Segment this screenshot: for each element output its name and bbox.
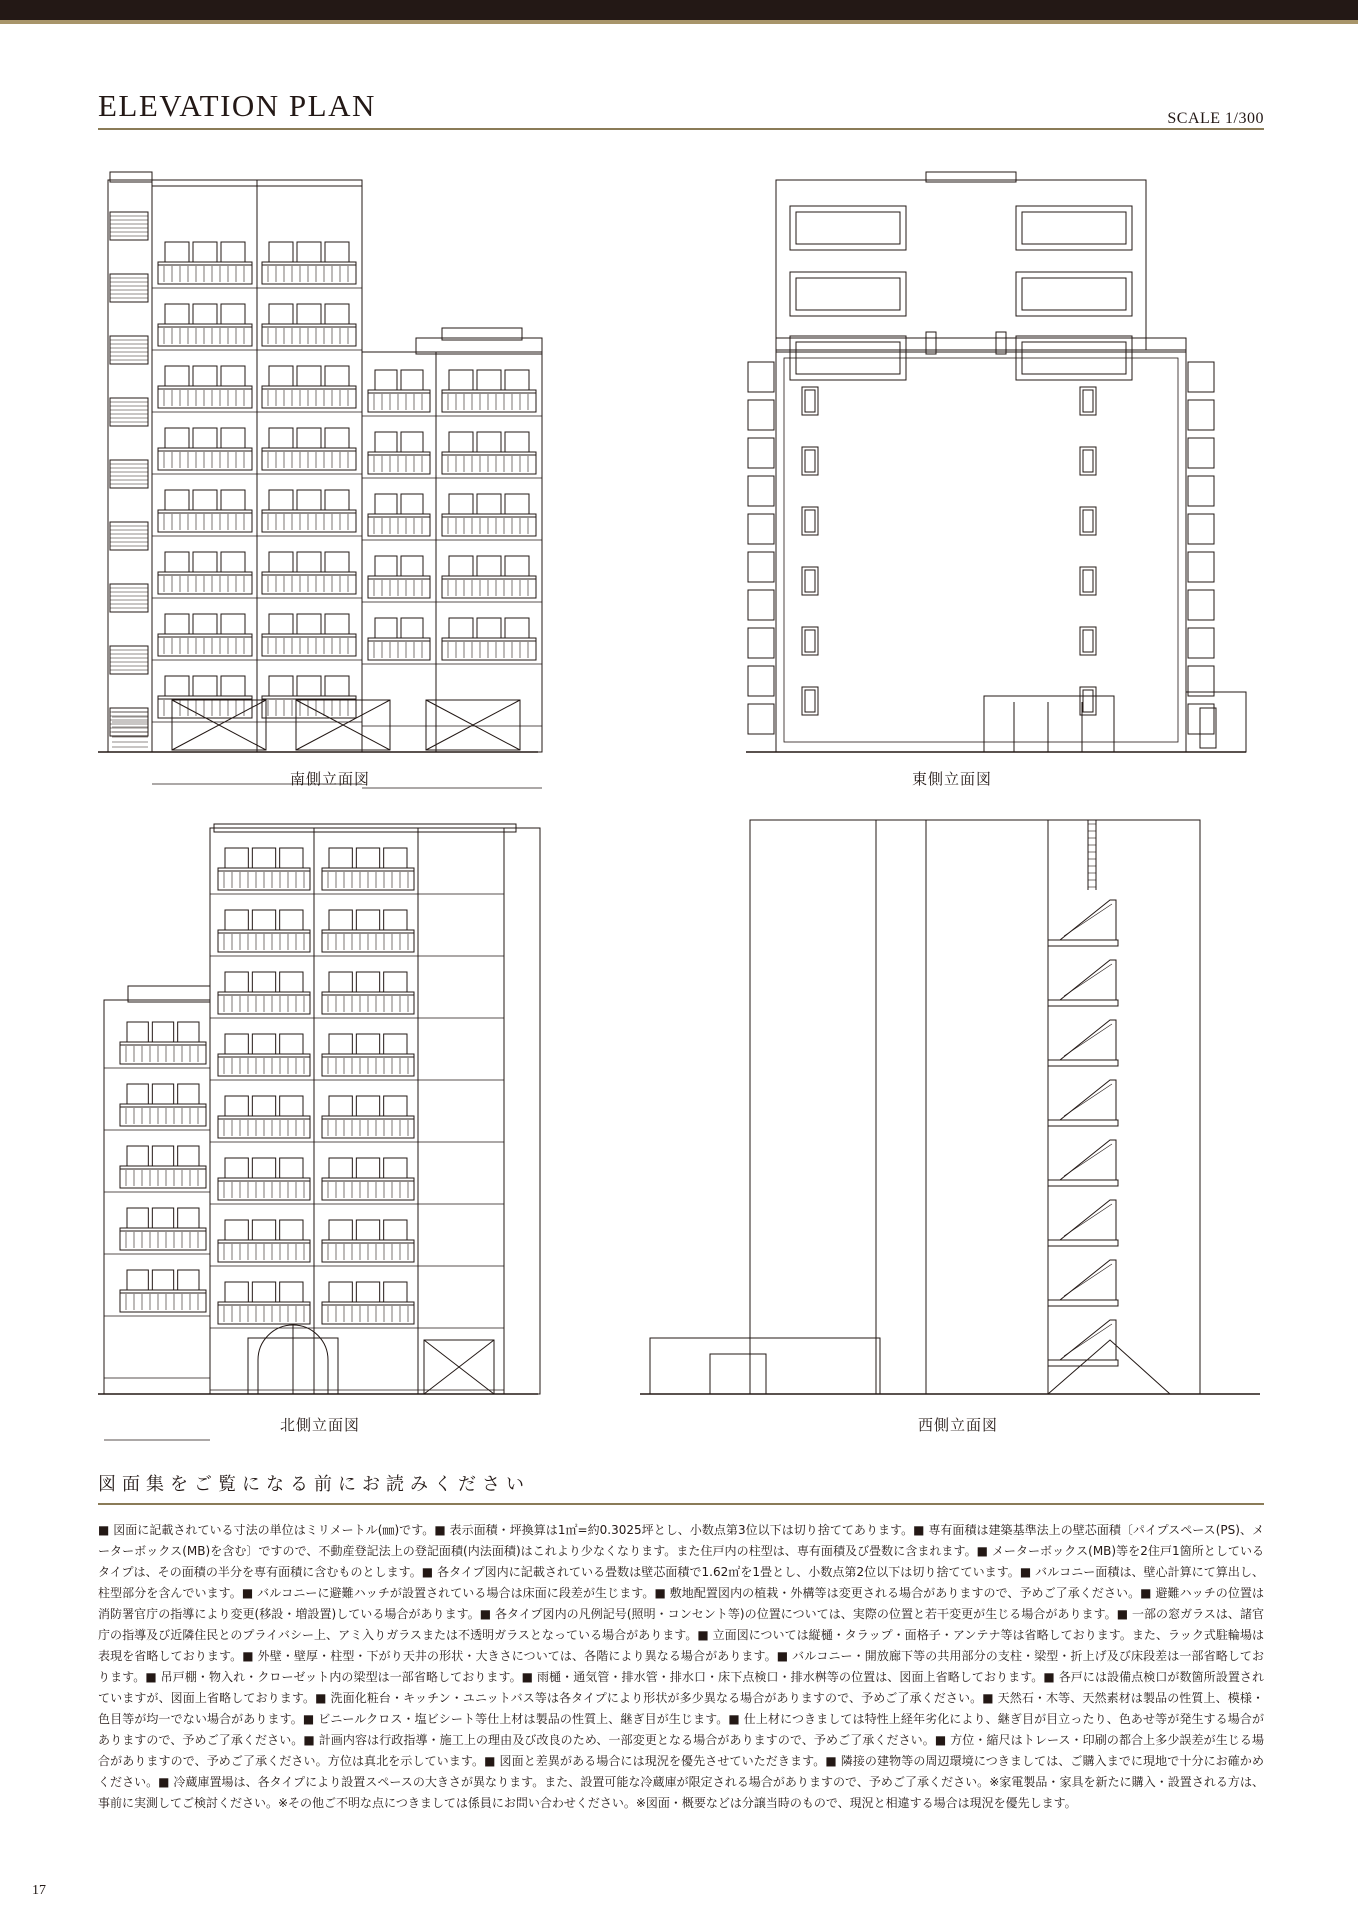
balcony-window: [165, 428, 189, 448]
balcony-window: [165, 490, 189, 510]
balcony-window: [356, 1034, 379, 1054]
small-window-right: [1080, 507, 1096, 535]
side-louver-left: [748, 476, 774, 506]
balcony-window: [356, 848, 379, 868]
neighbor-door: [710, 1354, 766, 1394]
balcony-window: [225, 910, 248, 930]
stair-core: [504, 828, 540, 1394]
stair-tread: [1070, 1288, 1076, 1292]
stair-tread: [1064, 992, 1070, 996]
balcony-window: [477, 494, 501, 514]
small-window-pane: [805, 450, 815, 472]
balcony-window: [225, 1158, 248, 1178]
stair-tread: [1106, 1324, 1112, 1328]
balcony-window: [178, 1270, 199, 1290]
balcony-window: [225, 972, 248, 992]
stair-tread: [1106, 1084, 1112, 1088]
balcony-window: [477, 556, 501, 576]
stair-tread: [1070, 1108, 1076, 1112]
upper-window-right: [1016, 272, 1132, 316]
balcony-window: [297, 552, 321, 572]
balcony-window: [280, 972, 303, 992]
stair-tread: [1070, 1048, 1076, 1052]
balcony-window: [505, 494, 529, 514]
balcony-window: [221, 614, 245, 634]
balcony-window: [477, 370, 501, 390]
stair-tread: [1106, 1204, 1112, 1208]
balcony-window: [152, 1146, 173, 1166]
upper-window-pane: [796, 278, 900, 310]
balcony-window: [325, 428, 349, 448]
balcony-window: [329, 848, 352, 868]
balcony-window: [225, 1096, 248, 1116]
side-louver-right: [1188, 552, 1214, 582]
stair-tread: [1064, 932, 1070, 936]
balcony-window: [505, 618, 529, 638]
balcony-window: [356, 1220, 379, 1240]
small-window: [926, 332, 936, 354]
upper-window-left: [790, 272, 906, 316]
south-elevation-drawing: [98, 172, 553, 758]
balcony-window: [297, 304, 321, 324]
balcony-window: [505, 370, 529, 390]
balcony-window: [152, 1084, 173, 1104]
upper-window-pane: [1022, 278, 1126, 310]
top-band-accent: [0, 20, 1358, 24]
balcony-window: [178, 1084, 199, 1104]
side-louver-left: [748, 362, 774, 392]
balcony-window: [252, 972, 275, 992]
balcony-window: [329, 1034, 352, 1054]
balcony-window: [225, 1282, 248, 1302]
balcony-window: [297, 428, 321, 448]
balcony-window: [329, 1282, 352, 1302]
balcony-window: [193, 428, 217, 448]
stair-tread: [1100, 1028, 1106, 1032]
balcony-window: [356, 1158, 379, 1178]
balcony-window: [165, 304, 189, 324]
entrance-frame: [984, 696, 1114, 752]
balcony-window: [252, 1220, 275, 1240]
balcony-window: [252, 1282, 275, 1302]
balcony-window: [505, 432, 529, 452]
balcony-window: [329, 1096, 352, 1116]
balcony-window: [127, 1022, 148, 1042]
tall-block: [210, 828, 540, 1394]
small-window-left: [802, 387, 818, 415]
balcony-window: [384, 848, 407, 868]
neighbor-building: [650, 1338, 880, 1394]
side-louver-left: [748, 628, 774, 658]
balcony-window: [127, 1270, 148, 1290]
balcony-window: [127, 1208, 148, 1228]
upper-window-right: [1016, 206, 1132, 250]
balcony-window: [325, 552, 349, 572]
stair-tread: [1106, 1024, 1112, 1028]
balcony-window: [152, 1208, 173, 1228]
balcony-window: [252, 910, 275, 930]
small-window-pane: [1083, 570, 1093, 592]
balcony-window: [221, 676, 245, 696]
balcony-window: [193, 304, 217, 324]
balcony-window: [193, 242, 217, 262]
balcony-window: [269, 614, 293, 634]
stair-tread: [1100, 1088, 1106, 1092]
balcony-window: [325, 490, 349, 510]
stair-tread: [1070, 1348, 1076, 1352]
small-window-left: [802, 687, 818, 715]
balcony-window: [297, 676, 321, 696]
balcony-window: [152, 1270, 173, 1290]
balcony-window: [401, 494, 423, 514]
page-title: ELEVATION PLAN: [98, 88, 376, 123]
stair-tread: [1100, 1148, 1106, 1152]
stair-tread: [1100, 968, 1106, 972]
side-louver-left: [748, 552, 774, 582]
balcony-window: [375, 618, 397, 638]
stair-tread: [1100, 908, 1106, 912]
stair-landing: [1048, 1120, 1118, 1126]
stair-tread: [1064, 1112, 1070, 1116]
upper-window-pane: [796, 212, 900, 244]
side-louver-right: [1188, 628, 1214, 658]
balcony-window: [269, 490, 293, 510]
balcony-window: [384, 1096, 407, 1116]
balcony-window: [193, 676, 217, 696]
stair-tread: [1106, 1264, 1112, 1268]
balcony-window: [178, 1022, 199, 1042]
upper-window-left: [790, 206, 906, 250]
balcony-window: [269, 242, 293, 262]
small-window: [996, 332, 1006, 354]
small-window-pane: [1083, 510, 1093, 532]
balcony-window: [221, 242, 245, 262]
side-louver-right: [1188, 400, 1214, 430]
balcony-window: [193, 366, 217, 386]
stair-tread: [1064, 1172, 1070, 1176]
east-elevation-caption: 東側立面図: [911, 770, 992, 788]
balcony-window: [325, 304, 349, 324]
balcony-window: [375, 370, 397, 390]
balcony-window: [280, 1158, 303, 1178]
balcony-window: [325, 242, 349, 262]
balcony-window: [127, 1146, 148, 1166]
side-louver-left: [748, 666, 774, 696]
balcony-window: [269, 366, 293, 386]
small-window-left: [802, 507, 818, 535]
side-louver-right: [1188, 362, 1214, 392]
balcony-window: [401, 432, 423, 452]
stair-tread: [1064, 1232, 1070, 1236]
balcony-window: [269, 428, 293, 448]
balcony-window: [297, 614, 321, 634]
balcony-window: [221, 366, 245, 386]
balcony-window: [165, 366, 189, 386]
side-louver-right: [1188, 476, 1214, 506]
balcony-window: [225, 848, 248, 868]
balcony-window: [449, 370, 473, 390]
balcony-window: [297, 242, 321, 262]
main-wall: [750, 820, 1200, 1394]
balcony-window: [193, 552, 217, 572]
small-window-pane: [805, 630, 815, 652]
top-band: [0, 0, 1358, 20]
balcony-window: [325, 676, 349, 696]
balcony-window: [252, 1034, 275, 1054]
balcony-window: [221, 428, 245, 448]
side-louver-right: [1188, 590, 1214, 620]
small-window-pane: [805, 510, 815, 532]
balcony-window: [384, 1282, 407, 1302]
balcony-window: [384, 1158, 407, 1178]
small-window-pane: [1083, 630, 1093, 652]
stair-landing: [1048, 1180, 1118, 1186]
stair-tread: [1070, 1168, 1076, 1172]
balcony-window: [193, 490, 217, 510]
balcony-window: [280, 1282, 303, 1302]
balcony-window: [221, 304, 245, 324]
stair-landing: [1048, 1240, 1118, 1246]
balcony-window: [269, 676, 293, 696]
header-rule: [98, 128, 1264, 130]
lower-wall: [784, 358, 1178, 742]
small-window-right: [1080, 627, 1096, 655]
stair-tread: [1100, 1268, 1106, 1272]
stair-tread: [1106, 964, 1112, 968]
balcony-window: [449, 618, 473, 638]
south-elevation-caption: 南側立面図: [289, 770, 370, 788]
balcony-window: [325, 366, 349, 386]
balcony-window: [401, 618, 423, 638]
balcony-window: [269, 304, 293, 324]
balcony-window: [449, 494, 473, 514]
balcony-window: [384, 910, 407, 930]
balcony-window: [225, 1034, 248, 1054]
balcony-window: [252, 848, 275, 868]
balcony-window: [225, 1220, 248, 1240]
north-elevation-caption: 北側立面図: [279, 1416, 360, 1434]
balcony-window: [384, 972, 407, 992]
stair-landing: [1048, 1060, 1118, 1066]
balcony-window: [152, 1022, 173, 1042]
balcony-window: [449, 432, 473, 452]
balcony-window: [356, 972, 379, 992]
west-elevation-drawing: [640, 820, 1260, 1400]
small-window-pane: [1083, 390, 1093, 412]
balcony-window: [449, 556, 473, 576]
balcony-window: [401, 370, 423, 390]
balcony-window: [297, 490, 321, 510]
balcony-window: [280, 1220, 303, 1240]
balcony-window: [221, 490, 245, 510]
side-louver-right: [1188, 514, 1214, 544]
small-window-pane: [805, 690, 815, 712]
balcony-window: [356, 1096, 379, 1116]
balcony-window: [165, 552, 189, 572]
small-window-left: [802, 627, 818, 655]
balcony-window: [401, 556, 423, 576]
east-elevation-drawing: [746, 172, 1256, 758]
side-louver-right: [1188, 438, 1214, 468]
stair-tread: [1106, 1144, 1112, 1148]
balcony-window: [375, 494, 397, 514]
page-number: 17: [32, 1883, 46, 1898]
balcony-window: [280, 848, 303, 868]
balcony-window: [280, 1096, 303, 1116]
balcony-window: [221, 552, 245, 572]
balcony-window: [193, 614, 217, 634]
balcony-window: [356, 910, 379, 930]
stair-tread: [1070, 928, 1076, 932]
balcony-window: [127, 1084, 148, 1104]
balcony-window: [375, 432, 397, 452]
west-elevation-caption: 西側立面図: [917, 1416, 998, 1434]
lower-block: [776, 350, 1186, 752]
stair-tread: [1106, 904, 1112, 908]
balcony-window: [165, 676, 189, 696]
balcony-window: [329, 910, 352, 930]
balcony-window: [165, 614, 189, 634]
notes-heading: 図面集をご覧になる前にお読みください: [98, 1474, 530, 1495]
small-window-left: [802, 567, 818, 595]
side-louver-left: [748, 438, 774, 468]
balcony-window: [252, 1158, 275, 1178]
balcony-window: [280, 910, 303, 930]
stair-tread: [1064, 1292, 1070, 1296]
small-window-pane: [805, 570, 815, 592]
notes-rule: [98, 1503, 1264, 1505]
balcony-window: [280, 1034, 303, 1054]
balcony-window: [384, 1034, 407, 1054]
north-elevation-drawing: [98, 820, 553, 1400]
balcony-window: [325, 614, 349, 634]
notes-body: ■ 図面に記載されている寸法の単位はミリメートル(㎜)です。■ 表示面積・坪換算は1㎡=約0.3025坪とし、小数点第3位以下は切り捨ててあります。■ 専有面積は建築基準法上の壁芯面積〔パイプスペース(PS)、メーターボックス(MB)を含む〕ですので、不動産登記法上の登記面積(内法面積)はこれより少なくなります。また住戸内の柱型は、専有面積及び畳数に含まれます。■ メーターボックス(MB)等を2住戸1箇所としているタイプは、その面積の半分を専有面積に含むものとします。■ 各タイプ図内に記載されている畳数は壁芯面積で1.62㎡を1畳とし、小数点第2位以下は切り捨てています。■ バルコニー面積は、壁心計算にて算出し、柱型部分を含んでいます。■ バルコニーに避難ハッチが設置されている場合は床面に段差が生じます。■ 敷地配置図内の植栽・外構等は変更される場合がありますので、予めご了承ください。■ 避難ハッチの位置は消防署官庁の指導により変更(移設・増設置)している場合があります。■ 各タイプ図内の凡例記号(照明・コンセント等)の位置については、実際の位置と若干変更が生じる場合があります。■ 一部の窓ガラスは、諸官庁の指導及び近隣住民とのプライバシー上、アミ入りガラスまたは不透明ガラスとなっている場合があります。■ 立面図については縦樋・タラップ・面格子・アンテナ等は省略しております。また、ラック式駐輪場は表現を省略しております。■ 外壁・壁厚・柱型・下がり天井の形状・大きさについては、各階により異なる場合があります。■ バルコニー・開放廊下等の共用部分の支柱・梁型・折上げ及び床段差は一部省略しております。■ 吊戸棚・物入れ・クローゼット内の梁型は一部省略しております。■ 雨樋・通気管・排水管・排水口・床下点検口・排水桝等の位置は、図面上省略しております。■ 各戸には設備点検口が数箇所設置されていますが、図面上省略しております。■ 洗面化粧台・キッチン・ユニットバス等は各タイプにより形状が多少異なる場合がありますので、予めご了承ください。■ 天然石・木等、天然素材は製品の性質上、模様・色目等が均一でない場合があります。■ ビニールクロス・塩ビシート等仕上材は製品の性質上、継ぎ目が生じます。■ 仕上材につきましては特性上経年劣化により、継ぎ目が目立ったり、色あせ等が発生する場合がありますので、予めご了承ください。■ 計画内容は行政指導・施工上の理由及び改良のため、一部変更となる場合がありますので、予めご了承ください。■ 方位・縮尺はトレース・印刷の都合上多少誤差が生じる場合がありますので、予めご了承ください。方位は真北を示しています。■ 図面と差異がある場合には現況を優先させていただきます。■ 隣接の建物等の周辺環境につきましては、ご購入までに現地で十分にお確かめください。■ 冷蔵庫置場は、各タイプにより設置スペースの大きさが異なります。また、設置可能な冷蔵庫が限定される場合がありますので、予めご了承ください。※家電製品・家具を新たに購入・設置される方は、事前に実測してご検討ください。※その他ご不明な点につきましては係員にお問い合わせください。※図面・概要などは分譲当時のもので、現況と相違する場合は現況を優先します。: [98, 1523, 1264, 1810]
balcony-window: [252, 1096, 275, 1116]
stair-tread: [1064, 1052, 1070, 1056]
balcony-window: [384, 1220, 407, 1240]
balcony-window: [269, 552, 293, 572]
stair-tread: [1070, 988, 1076, 992]
small-window-pane: [1083, 450, 1093, 472]
small-window-right: [1080, 387, 1096, 415]
upper-window-pane: [1022, 212, 1126, 244]
small-window-right: [1080, 447, 1096, 475]
balcony-window: [329, 1220, 352, 1240]
balcony-window: [477, 618, 501, 638]
balcony-window: [477, 432, 501, 452]
balcony-window: [178, 1208, 199, 1228]
small-window-left: [802, 447, 818, 475]
balcony-window: [356, 1282, 379, 1302]
balcony-window: [375, 556, 397, 576]
small-window-pane: [805, 390, 815, 412]
balcony-window: [297, 366, 321, 386]
scale-label: SCALE 1/300: [1167, 110, 1264, 127]
small-window-right: [1080, 567, 1096, 595]
small-window-pane: [1083, 690, 1093, 712]
stair-tread: [1070, 1228, 1076, 1232]
side-louver-left: [748, 704, 774, 734]
stair-landing: [1048, 1000, 1118, 1006]
balcony-window: [329, 972, 352, 992]
side-louver-left: [748, 590, 774, 620]
side-louver-left: [748, 514, 774, 544]
stair-landing: [1048, 940, 1118, 946]
bottom-stair: [1048, 1340, 1170, 1394]
stair-tread: [1100, 1208, 1106, 1212]
stair-landing: [1048, 1300, 1118, 1306]
stair-tread: [1064, 1352, 1070, 1356]
balcony-window: [505, 556, 529, 576]
balcony-window: [165, 242, 189, 262]
stair-tread: [1100, 1328, 1106, 1332]
balcony-window: [178, 1146, 199, 1166]
side-louver-left: [748, 400, 774, 430]
balcony-window: [329, 1158, 352, 1178]
